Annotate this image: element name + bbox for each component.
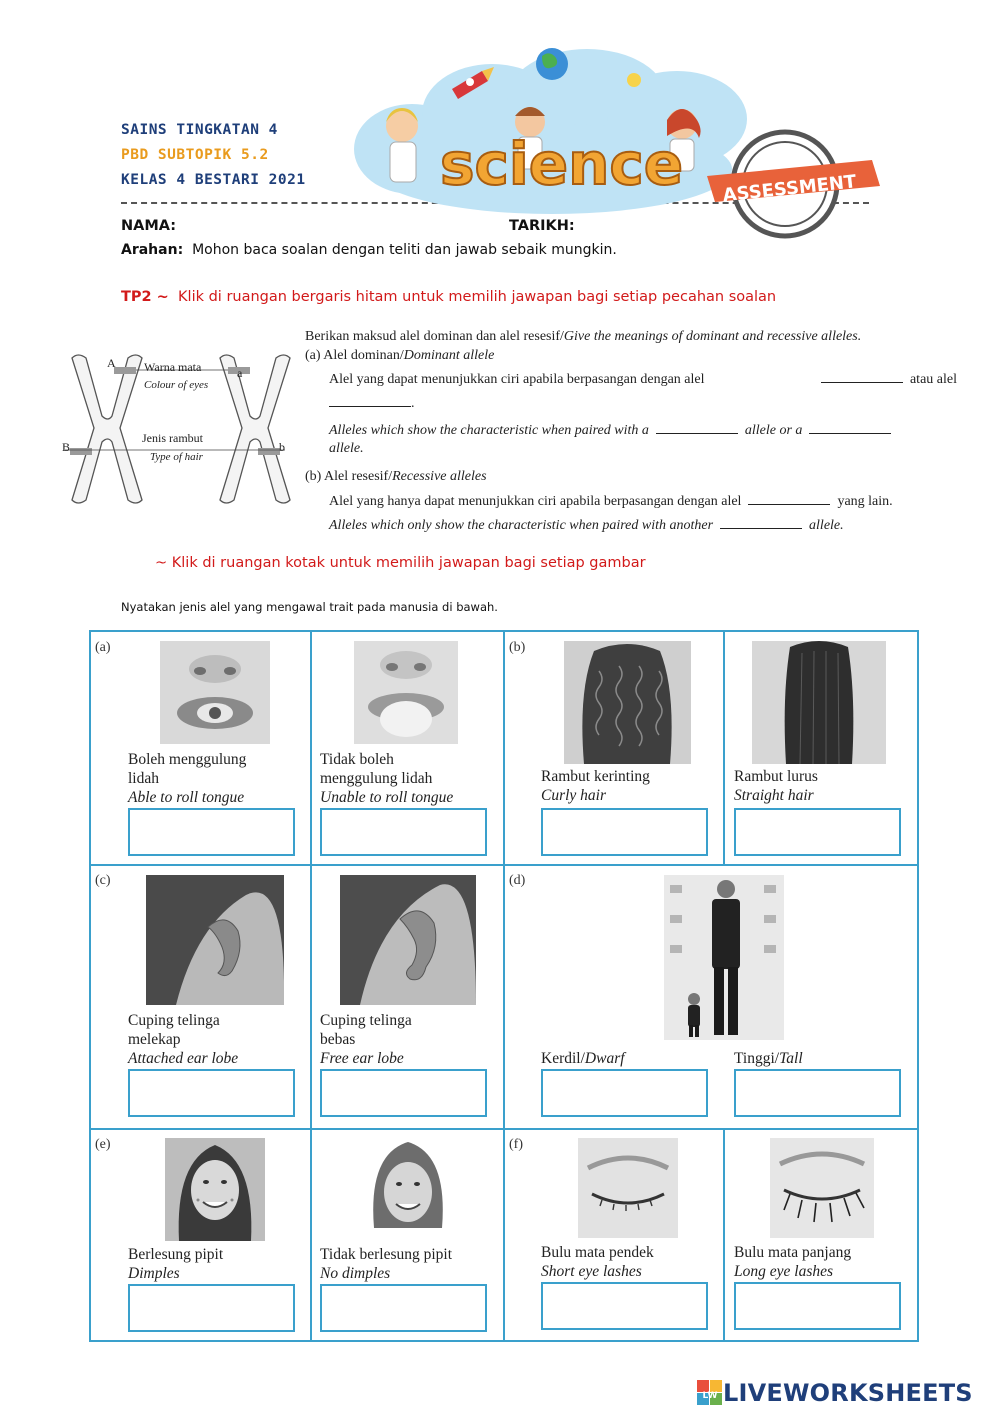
liveworksheets-text: LIVEWORKSHEETS [723, 1379, 973, 1407]
q1a-ms-end: . [411, 396, 415, 411]
answer-box-long-lashes[interactable] [734, 1282, 901, 1330]
trait-tag-a: (a) [95, 640, 111, 655]
trait-tag-d: (d) [509, 873, 526, 888]
answer-box-no-roll-tongue[interactable] [320, 808, 487, 856]
q1b-en-text: Alleles which only show the characteristic when paired with another [329, 518, 714, 533]
q1-prompt-ms: Berikan maksud alel dominan dan alel resesif/ [305, 329, 564, 344]
caption-tall-ms: Tinggi/ [734, 1050, 780, 1067]
svg-text:Colour of eyes: Colour of eyes [144, 379, 209, 391]
caption-attached-lobe [128, 1011, 238, 1068]
caption-roll-tongue-ms-2: lidah [128, 770, 159, 787]
answer-box-dimples[interactable] [128, 1284, 295, 1332]
answer-box-roll-tongue[interactable] [128, 808, 295, 856]
answer-box-no-dimples[interactable] [320, 1284, 487, 1332]
q1b-label-en: Recessive alleles [392, 469, 487, 484]
trait-tag-c: (c) [95, 873, 111, 888]
dimples-face-photo [165, 1138, 265, 1241]
caption-tall-en: Tall [779, 1050, 803, 1067]
caption-roll-tongue-en: Able to roll tongue [128, 789, 245, 806]
caption-no-roll-tongue-ms-1: Tidak boleh [320, 751, 394, 768]
caption-short-lashes-en: Short eye lashes [541, 1263, 642, 1280]
q1b-en-end: allele. [809, 518, 844, 533]
answer-box-short-lashes[interactable] [541, 1282, 708, 1330]
caption-roll-tongue-ms-1: Boleh menggulung [128, 751, 247, 768]
instruction-text: Mohon baca soalan dengan teliti dan jawab sebaik mungkin. [192, 242, 617, 258]
answer-box-straight-hair[interactable] [734, 808, 901, 856]
q1b-label-ms: (b) Alel resesif/ [305, 469, 393, 484]
caption-short-lashes-ms: Bulu mata pendek [541, 1244, 654, 1261]
svg-text:b: b [279, 440, 285, 454]
box-instruction: ~ Klik di ruangan kotak untuk memilih jawapan bagi setiap gambar [155, 555, 646, 571]
caption-tall [734, 1049, 803, 1068]
answer-box-curly-hair[interactable] [541, 808, 708, 856]
blank-b2[interactable] [720, 528, 802, 529]
caption-attached-lobe-ms-1: Cuping telinga [128, 1012, 220, 1029]
caption-straight-hair-en: Straight hair [734, 787, 814, 804]
caption-no-dimples-ms: Tidak berlesung pipit [320, 1246, 453, 1263]
caption-roll-tongue [128, 750, 246, 807]
caption-dwarf-en: Dwarf [584, 1050, 625, 1067]
trait-tag-e: (e) [95, 1137, 111, 1152]
svg-text:Type of hair: Type of hair [150, 451, 203, 463]
caption-no-roll-tongue-en: Unable to roll tongue [320, 789, 454, 806]
svg-text:A: A [107, 356, 116, 370]
q1b-en-line [329, 518, 844, 534]
trait-grid [89, 630, 919, 1342]
state-instruction: Nyatakan jenis alel yang mengawal trait pada manusia di bawah. [121, 600, 498, 614]
liveworksheets-badge-icon [697, 1380, 723, 1406]
q1a-en-end: allele. [329, 441, 364, 456]
caption-free-lobe [320, 1011, 412, 1068]
name-label: NAMA: [121, 218, 177, 234]
caption-long-lashes-en: Long eye lashes [734, 1263, 834, 1280]
tp2-label: TP2 ~ [121, 289, 169, 305]
caption-long-lashes [734, 1243, 851, 1281]
science-banner [352, 44, 882, 244]
q1a-ms-text: Alel yang dapat menunjukkan ciri apabila berpasangan dengan alel [329, 372, 705, 387]
trait-tag-b: (b) [509, 640, 526, 655]
q1a-label-en: Dominant allele [403, 348, 495, 363]
q1b-ms-text: Alel yang hanya dapat menunjukkan ciri apabila berpasangan dengan alel [329, 494, 742, 509]
caption-free-lobe-ms-2: bebas [320, 1031, 356, 1048]
caption-attached-lobe-en: Attached ear lobe [128, 1050, 239, 1067]
subtopic-title: PBD SUBTOPIK 5.2 [121, 147, 269, 163]
q1a-en-or: allele or a [744, 423, 803, 438]
tp2-text: Klik di ruangan bergaris hitam untuk memilih jawapan bagi setiap pecahan soalan [178, 289, 777, 305]
caption-dwarf-ms: Kerdil/ [541, 1050, 585, 1067]
blank-b1[interactable] [748, 504, 830, 505]
instructions-line [121, 242, 617, 258]
chromosome-right [220, 355, 290, 503]
caption-no-roll-tongue-ms-2: menggulung lidah [320, 770, 433, 787]
q1-prompt [305, 329, 861, 345]
caption-attached-lobe-ms-2: melekap [128, 1031, 181, 1048]
dwarf-and-tall-photo [664, 875, 784, 1040]
caption-free-lobe-ms-1: Cuping telinga [320, 1012, 412, 1029]
caption-long-lashes-ms: Bulu mata panjang [734, 1244, 852, 1261]
free-ear-lobe-photo [340, 875, 476, 1005]
class-title: KELAS 4 BESTARI 2021 [121, 172, 306, 188]
q1-prompt-en: Give the meanings of dominant and recessive alleles. [563, 329, 862, 344]
caption-free-lobe-en: Free ear lobe [320, 1050, 404, 1067]
instruction-label: Arahan: [121, 242, 184, 258]
subject-title: SAINS TINGKATAN 4 [121, 122, 278, 138]
tongue-roll-photo [160, 641, 270, 744]
science-wordmark: science [440, 130, 684, 198]
caption-dimples [128, 1245, 223, 1283]
svg-text:Jenis rambut: Jenis rambut [142, 431, 203, 445]
straight-hair-photo [752, 641, 886, 764]
blank-a4[interactable] [809, 433, 891, 434]
caption-short-lashes [541, 1243, 654, 1281]
tp2-instruction [121, 289, 776, 305]
caption-dimples-en: Dimples [128, 1265, 180, 1282]
q1b-ms-end: yang lain. [837, 494, 893, 509]
answer-box-attached-lobe[interactable] [128, 1069, 295, 1117]
q1a-ms-line [329, 372, 957, 388]
caption-no-roll-tongue [320, 750, 453, 807]
attached-ear-lobe-photo [146, 875, 284, 1005]
q1a-ms-line-2 [329, 396, 415, 412]
q1a-en-line [329, 423, 891, 439]
long-eyelashes-photo [770, 1138, 874, 1238]
answer-box-tall[interactable] [734, 1069, 901, 1117]
curly-hair-photo [564, 641, 691, 764]
blank-a2[interactable] [329, 406, 411, 407]
caption-curly-hair-en: Curly hair [541, 787, 607, 804]
blank-a1[interactable] [821, 382, 903, 383]
q1a-en-text: Alleles which show the characteristic when paired with a [329, 423, 649, 438]
caption-straight-hair-ms: Rambut lurus [734, 768, 818, 785]
q1a-ms-or: atau alel [909, 372, 957, 387]
svg-text:ASSESSMENT: ASSESSMENT [721, 171, 858, 207]
caption-curly-hair-ms: Rambut kerinting [541, 768, 650, 785]
q1b-ms-line [329, 494, 893, 510]
tongue-no-roll-photo [354, 641, 458, 744]
bulb-icon [627, 73, 641, 87]
blank-a3[interactable] [656, 433, 738, 434]
svg-text:LW: LW [702, 1391, 718, 1401]
answer-box-free-lobe[interactable] [320, 1069, 487, 1117]
q1b-label [305, 469, 487, 485]
caption-dwarf [541, 1049, 625, 1068]
caption-dimples-ms: Berlesung pipit [128, 1246, 224, 1263]
date-label: TARIKH: [509, 218, 575, 234]
q1a-en-end-line [329, 441, 364, 457]
liveworksheets-logo[interactable] [697, 1378, 973, 1408]
short-eyelashes-photo [578, 1138, 678, 1238]
svg-text:a: a [237, 366, 243, 380]
svg-text:Warna mata: Warna mata [144, 360, 202, 374]
chromosome-left [72, 355, 142, 503]
no-dimples-face-photo [358, 1138, 458, 1241]
answer-box-dwarf[interactable] [541, 1069, 708, 1117]
chromosome-diagram [60, 350, 300, 510]
svg-text:B: B [62, 440, 71, 454]
caption-curly-hair [541, 767, 650, 805]
caption-straight-hair [734, 767, 818, 805]
caption-no-dimples-en: No dimples [320, 1265, 391, 1282]
q1a-label-ms: (a) Alel dominan/ [305, 348, 404, 363]
trait-tag-f: (f) [509, 1137, 523, 1152]
caption-no-dimples [320, 1245, 452, 1283]
q1a-label [305, 348, 494, 364]
